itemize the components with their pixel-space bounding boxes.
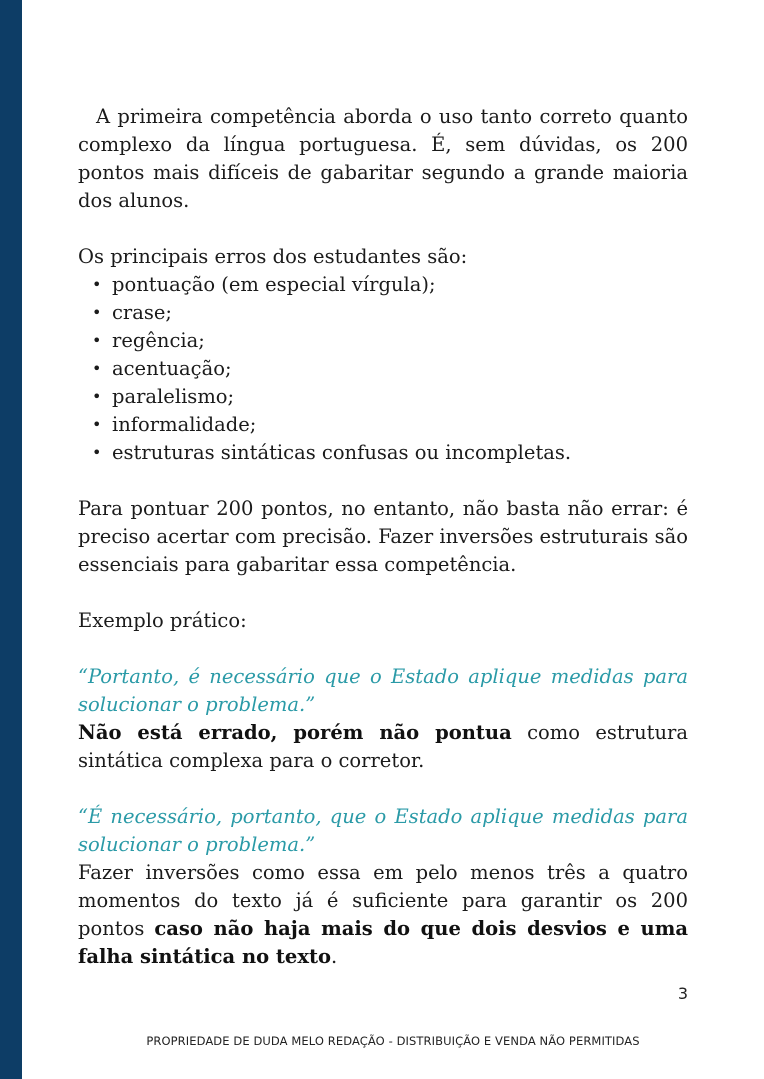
list-item [92, 411, 688, 439]
paragraph-spacer [78, 215, 688, 243]
list-item-text: acentuação; [112, 357, 232, 380]
example-heading: Exemplo prático: [78, 609, 247, 632]
list-item [92, 439, 688, 467]
example-1-quote: “Portanto, é necessário que o Estado aplique medidas para solucionar o problema.” [78, 665, 688, 716]
list-item-text: pontuação (em especial vírgula); [112, 273, 436, 296]
copyright-footer: PROPRIEDADE DE DUDA MELO REDAÇÃO - DISTRIBUIÇÃO E VENDA NÃO PERMITIDAS [146, 1034, 640, 1048]
bullet-icon: • [92, 331, 102, 350]
list-item [92, 355, 688, 383]
list-item-text: crase; [112, 301, 172, 324]
paragraph-spacer [78, 635, 688, 663]
errors-list [78, 271, 688, 467]
errors-heading: Os principais erros dos estudantes são: [78, 245, 468, 268]
bullet-icon: • [92, 443, 102, 462]
list-item-text: estruturas sintáticas confusas ou incompletas. [112, 441, 572, 464]
page-number: 3 [677, 984, 688, 1003]
list-item [92, 327, 688, 355]
list-item [92, 271, 688, 299]
page-content [78, 103, 688, 971]
example-2-comment-end: . [330, 945, 338, 968]
list-item-text: paralelismo; [112, 385, 235, 408]
example-1-comment [78, 719, 688, 775]
bullet-icon: • [92, 275, 102, 294]
bullet-icon: • [92, 359, 102, 378]
list-item [92, 383, 688, 411]
example-2-comment-start: Fazer inversões como essa em pelo menos três a quatro momentos do texto já é suficiente para garantir os 200 pontos [78, 861, 688, 940]
example-1-comment-rest: como estrutura sintática complexa para o corretor. [78, 721, 688, 772]
paragraph-spacer [78, 775, 688, 803]
example-2-quote: “É necessário, portanto, que o Estado aplique medidas para solucionar o problema.” [78, 805, 688, 856]
list-item-text: informalidade; [112, 413, 257, 436]
intro-paragraph: A primeira competência aborda o uso tanto correto quanto complexo da língua portuguesa. É, sem dúvidas, os 200 pontos mais difíceis de gabaritar segundo a grande maioria dos alunos. [78, 105, 688, 212]
page-left-accent-bar [0, 0, 22, 1079]
precision-paragraph: Para pontuar 200 pontos, no entanto, não basta não errar: é preciso acertar com precisão. Fazer inversões estruturais são essenciais para gabaritar essa competência. [78, 497, 688, 576]
bullet-icon: • [92, 415, 102, 434]
bullet-icon: • [92, 303, 102, 322]
list-item-text: regência; [112, 329, 205, 352]
example-2-comment-bold: caso não haja mais do que dois desvios e uma falha sintática no texto [78, 917, 688, 968]
example-1-comment-bold: Não está errado, porém não pontua [78, 721, 512, 744]
list-item [92, 299, 688, 327]
paragraph-spacer [78, 579, 688, 607]
example-2-comment [78, 859, 688, 971]
paragraph-spacer [78, 467, 688, 495]
bullet-icon: • [92, 387, 102, 406]
